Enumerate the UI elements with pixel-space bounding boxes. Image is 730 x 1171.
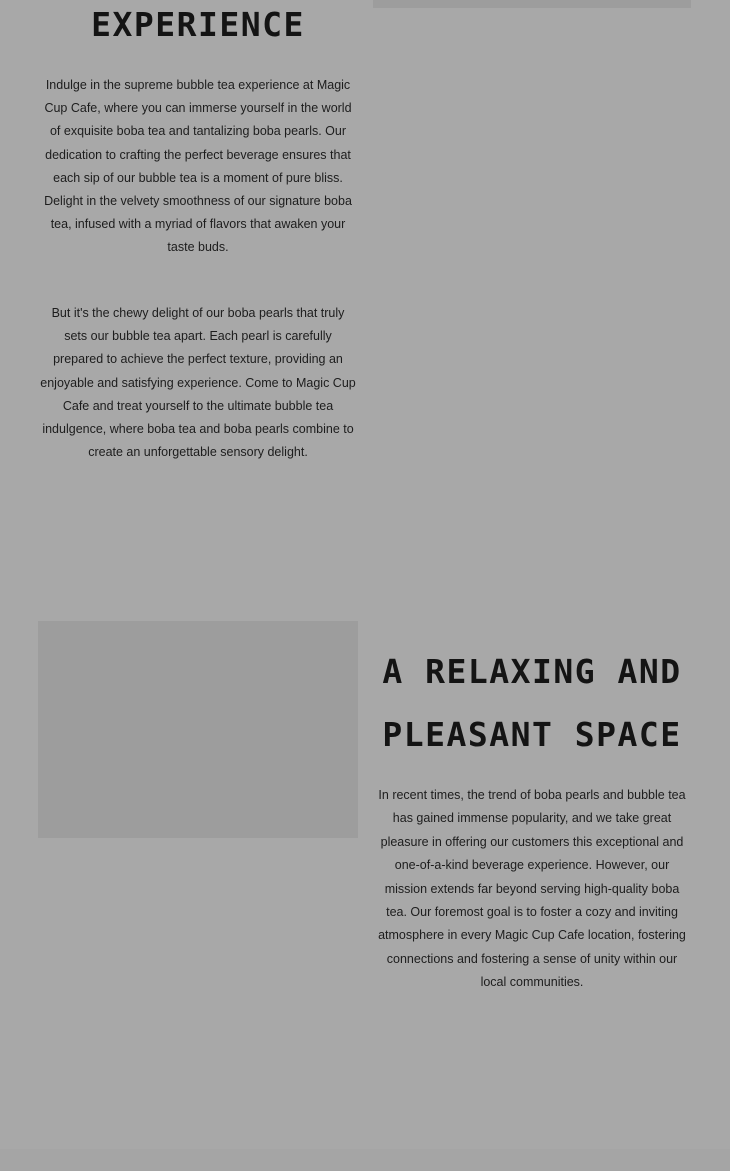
page-title: EXPERIENCE [91, 5, 305, 44]
section-experience-image [373, 0, 691, 8]
section-heading-relaxing-space: A RELAXING AND PLEASANT SPACE [382, 652, 682, 754]
relaxing-space-text-column [373, 640, 691, 995]
experience-paragraph-1: Indulge in the supreme bubble tea experience at Magic Cup Cafe, where you can immerse yourself in the world of exquisite boba tea and tantalizing boba pearls. Our dedication to crafting the perfect beverage ensures that each sip of our bubble tea is a moment of pure bliss. Delight in the velvety smoothness of our signature boba tea, infused with a myriad of flavors that awaken your taste buds. [44, 78, 352, 255]
page-bottom-divider [0, 1149, 730, 1171]
section-relaxing-space-image [38, 621, 358, 838]
relaxing-space-paragraph-1: In recent times, the trend of boba pearls and bubble tea has gained immense popularity, and we take great pleasure in offering our customers this exceptional and one-of-a-kind beverage experience. However, our mission extends far beyond serving high-quality boba tea. Our foremost goal is to foster a cozy and inviting atmosphere in every Magic Cup Cafe location, fostering connections and fostering a sense of unity within our local communities. [378, 788, 686, 990]
experience-paragraph-2: But it's the chewy delight of our boba pearls that truly sets our bubble tea apart. Each pearl is carefully prepared to achieve the perfect texture, providing an enjoyable and satisfying experience. Come to Magic Cup Cafe and treat yourself to the ultimate bubble tea indulgence, where boba tea and boba pearls combine to create an unforgettable sensory delight. [40, 306, 356, 460]
